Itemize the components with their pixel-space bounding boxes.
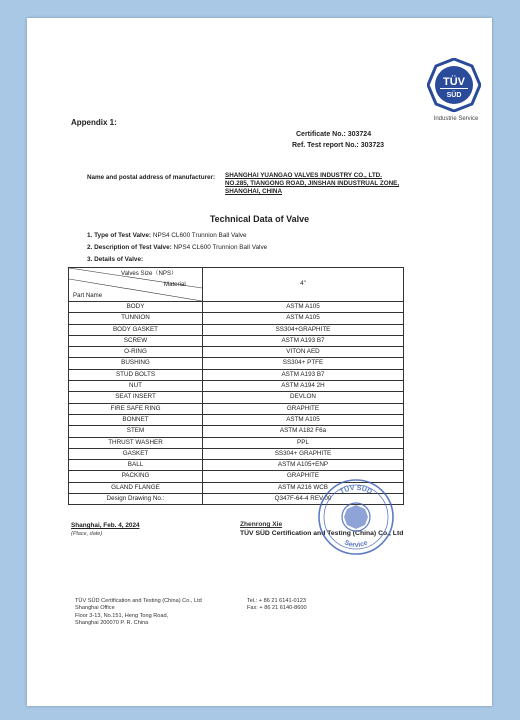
svg-text:Service: Service	[343, 539, 369, 550]
type-label: 1. Type of Test Valve:	[87, 232, 152, 239]
footer-line: Floor 3-13, No.151, Heng Tong Road,	[75, 612, 169, 619]
material-value-cell: SS304+ GRAPHITE	[203, 448, 404, 459]
material-value-cell: ASTM A182 F6a	[203, 426, 404, 437]
manufacturer-label: Name and postal address of manufacturer:	[87, 174, 216, 181]
signer-name: Zhenrong Xie	[240, 521, 283, 528]
description-row	[87, 242, 267, 254]
certifying-organization: TÜV SÜD Certification and Testing (China) Co., Ltd	[240, 530, 404, 537]
part-name-cell: SEAT INSERT	[69, 392, 203, 403]
part-name-cell: STUD BOLTS	[69, 369, 203, 380]
logo-subtitle: Industrie Service	[433, 116, 479, 122]
material-value-cell: ASTM A193 B7	[203, 369, 404, 380]
part-name-cell: SCREW	[69, 335, 203, 346]
description-value: NPS4 CL600 Trunnion Ball Valve	[173, 244, 268, 251]
material-table	[68, 267, 404, 505]
material-value-cell: DEVLON	[203, 392, 404, 403]
appendix-heading: Appendix 1:	[71, 118, 117, 127]
table-row	[69, 324, 404, 335]
type-value: NPS4 CL600 Trunnion Ball Valve	[152, 232, 247, 239]
part-name-cell: O-RING	[69, 347, 203, 358]
table-row	[69, 358, 404, 369]
tuv-sud-logo-icon	[427, 58, 481, 112]
table-header-row	[69, 268, 404, 302]
part-name-cell: BODY	[69, 302, 203, 313]
address-line: NO.285, TIANGONG ROAD, JINSHAN INDUSTRUAL ZONE,	[225, 180, 400, 187]
report-no: Ref. Test report No.: 303723	[292, 142, 385, 149]
part-name-cell: BUSHING	[69, 358, 203, 369]
table-row	[69, 414, 404, 425]
header-valve-size: Valves Size（NPS）	[121, 270, 178, 277]
manufacturer-address	[225, 172, 399, 196]
material-value-cell: ASTM A105	[203, 414, 404, 425]
table-row	[69, 426, 404, 437]
table-row	[69, 448, 404, 459]
part-name-cell: BALL	[69, 460, 203, 471]
material-value-cell: ASTM A216 WCB	[203, 482, 404, 493]
material-value-cell: GRAPHITE	[203, 471, 404, 482]
description-label: 2. Description of Test Valve:	[87, 244, 172, 251]
header-size-value: 4"	[203, 268, 404, 302]
part-name-cell: THRUST WASHER	[69, 437, 203, 448]
material-value-cell: PPL	[203, 437, 404, 448]
part-name-cell: PACKING	[69, 471, 203, 482]
part-name-cell: STEM	[69, 426, 203, 437]
footer-contact	[247, 598, 307, 613]
details-row	[87, 254, 267, 266]
place-date: Shanghai, Feb. 4, 2024	[71, 522, 140, 529]
material-value-cell: ASTM A105	[203, 313, 404, 324]
table-row	[69, 347, 404, 358]
certificate-numbers	[292, 131, 384, 153]
footer-tel: Tel.: + 86 21 6141-0123	[247, 598, 306, 604]
table-row	[69, 403, 404, 414]
type-row	[87, 230, 267, 242]
part-name-cell: FIRE SAFE RING	[69, 403, 203, 414]
table-row	[69, 302, 404, 313]
part-name-cell: GASKET	[69, 448, 203, 459]
material-value-cell: SS304+ PTFE	[203, 358, 404, 369]
table-row	[69, 369, 404, 380]
footer-address	[75, 598, 202, 627]
material-value-cell: ASTM A193 B7	[203, 335, 404, 346]
material-value-cell: VITON AED	[203, 347, 404, 358]
diagonal-header-cell	[69, 268, 203, 302]
document-title: Technical Data of Valve	[209, 214, 310, 224]
part-name-cell: BODY GASKET	[69, 324, 203, 335]
address-line: SHANGHAI YUANGAO VALVES INDUSTRY CO., LTD.	[225, 172, 382, 179]
official-stamp-icon	[317, 478, 395, 556]
table-row	[69, 381, 404, 392]
part-name-cell: GLAND FLANGE	[69, 482, 203, 493]
part-name-cell: BONNET	[69, 414, 203, 425]
place-date-caption: (Place, date)	[71, 531, 103, 537]
svg-text:TÜV: TÜV	[443, 76, 465, 88]
material-value-cell: GRAPHITE	[203, 403, 404, 414]
material-value-cell: SS304+GRAPHITE	[203, 324, 404, 335]
footer-fax: Fax: + 86 21 6140-8600	[247, 605, 307, 612]
table-row	[69, 460, 404, 471]
table-row	[69, 313, 404, 324]
certificate-no: Certificate No.: 303724	[296, 131, 372, 138]
certificate-page	[27, 18, 492, 706]
footer-line: Shanghai 200070 P. R. China	[75, 619, 149, 626]
table-row	[69, 392, 404, 403]
part-name-cell: TUNNION	[69, 313, 203, 324]
table-row	[69, 335, 404, 346]
part-name-cell: NUT	[69, 381, 203, 392]
address-line: SHANGHAI, CHINA	[225, 188, 283, 195]
header-material: Material	[164, 281, 186, 288]
part-name-cell: Design Drawing No.:	[69, 494, 203, 505]
footer-line: Shanghai Office	[75, 605, 115, 612]
svg-text:SÜD: SÜD	[446, 92, 462, 99]
table-row	[69, 437, 404, 448]
material-value-cell: ASTM A194 2H	[203, 381, 404, 392]
details-label: 3. Details of Valve:	[87, 256, 144, 263]
material-value-cell: ASTM A105	[203, 302, 404, 313]
material-value-cell: ASTM A105+ENP	[203, 460, 404, 471]
svg-text:TÜV SÜD: TÜV SÜD	[338, 484, 373, 496]
footer-line: TÜV SÜD Certification and Testing (China) Co., Ltd	[75, 598, 202, 604]
valve-details	[87, 230, 267, 266]
material-value-cell: Q347F-64-4 REV.00	[203, 494, 404, 505]
header-part-name: Part Name	[73, 292, 103, 299]
